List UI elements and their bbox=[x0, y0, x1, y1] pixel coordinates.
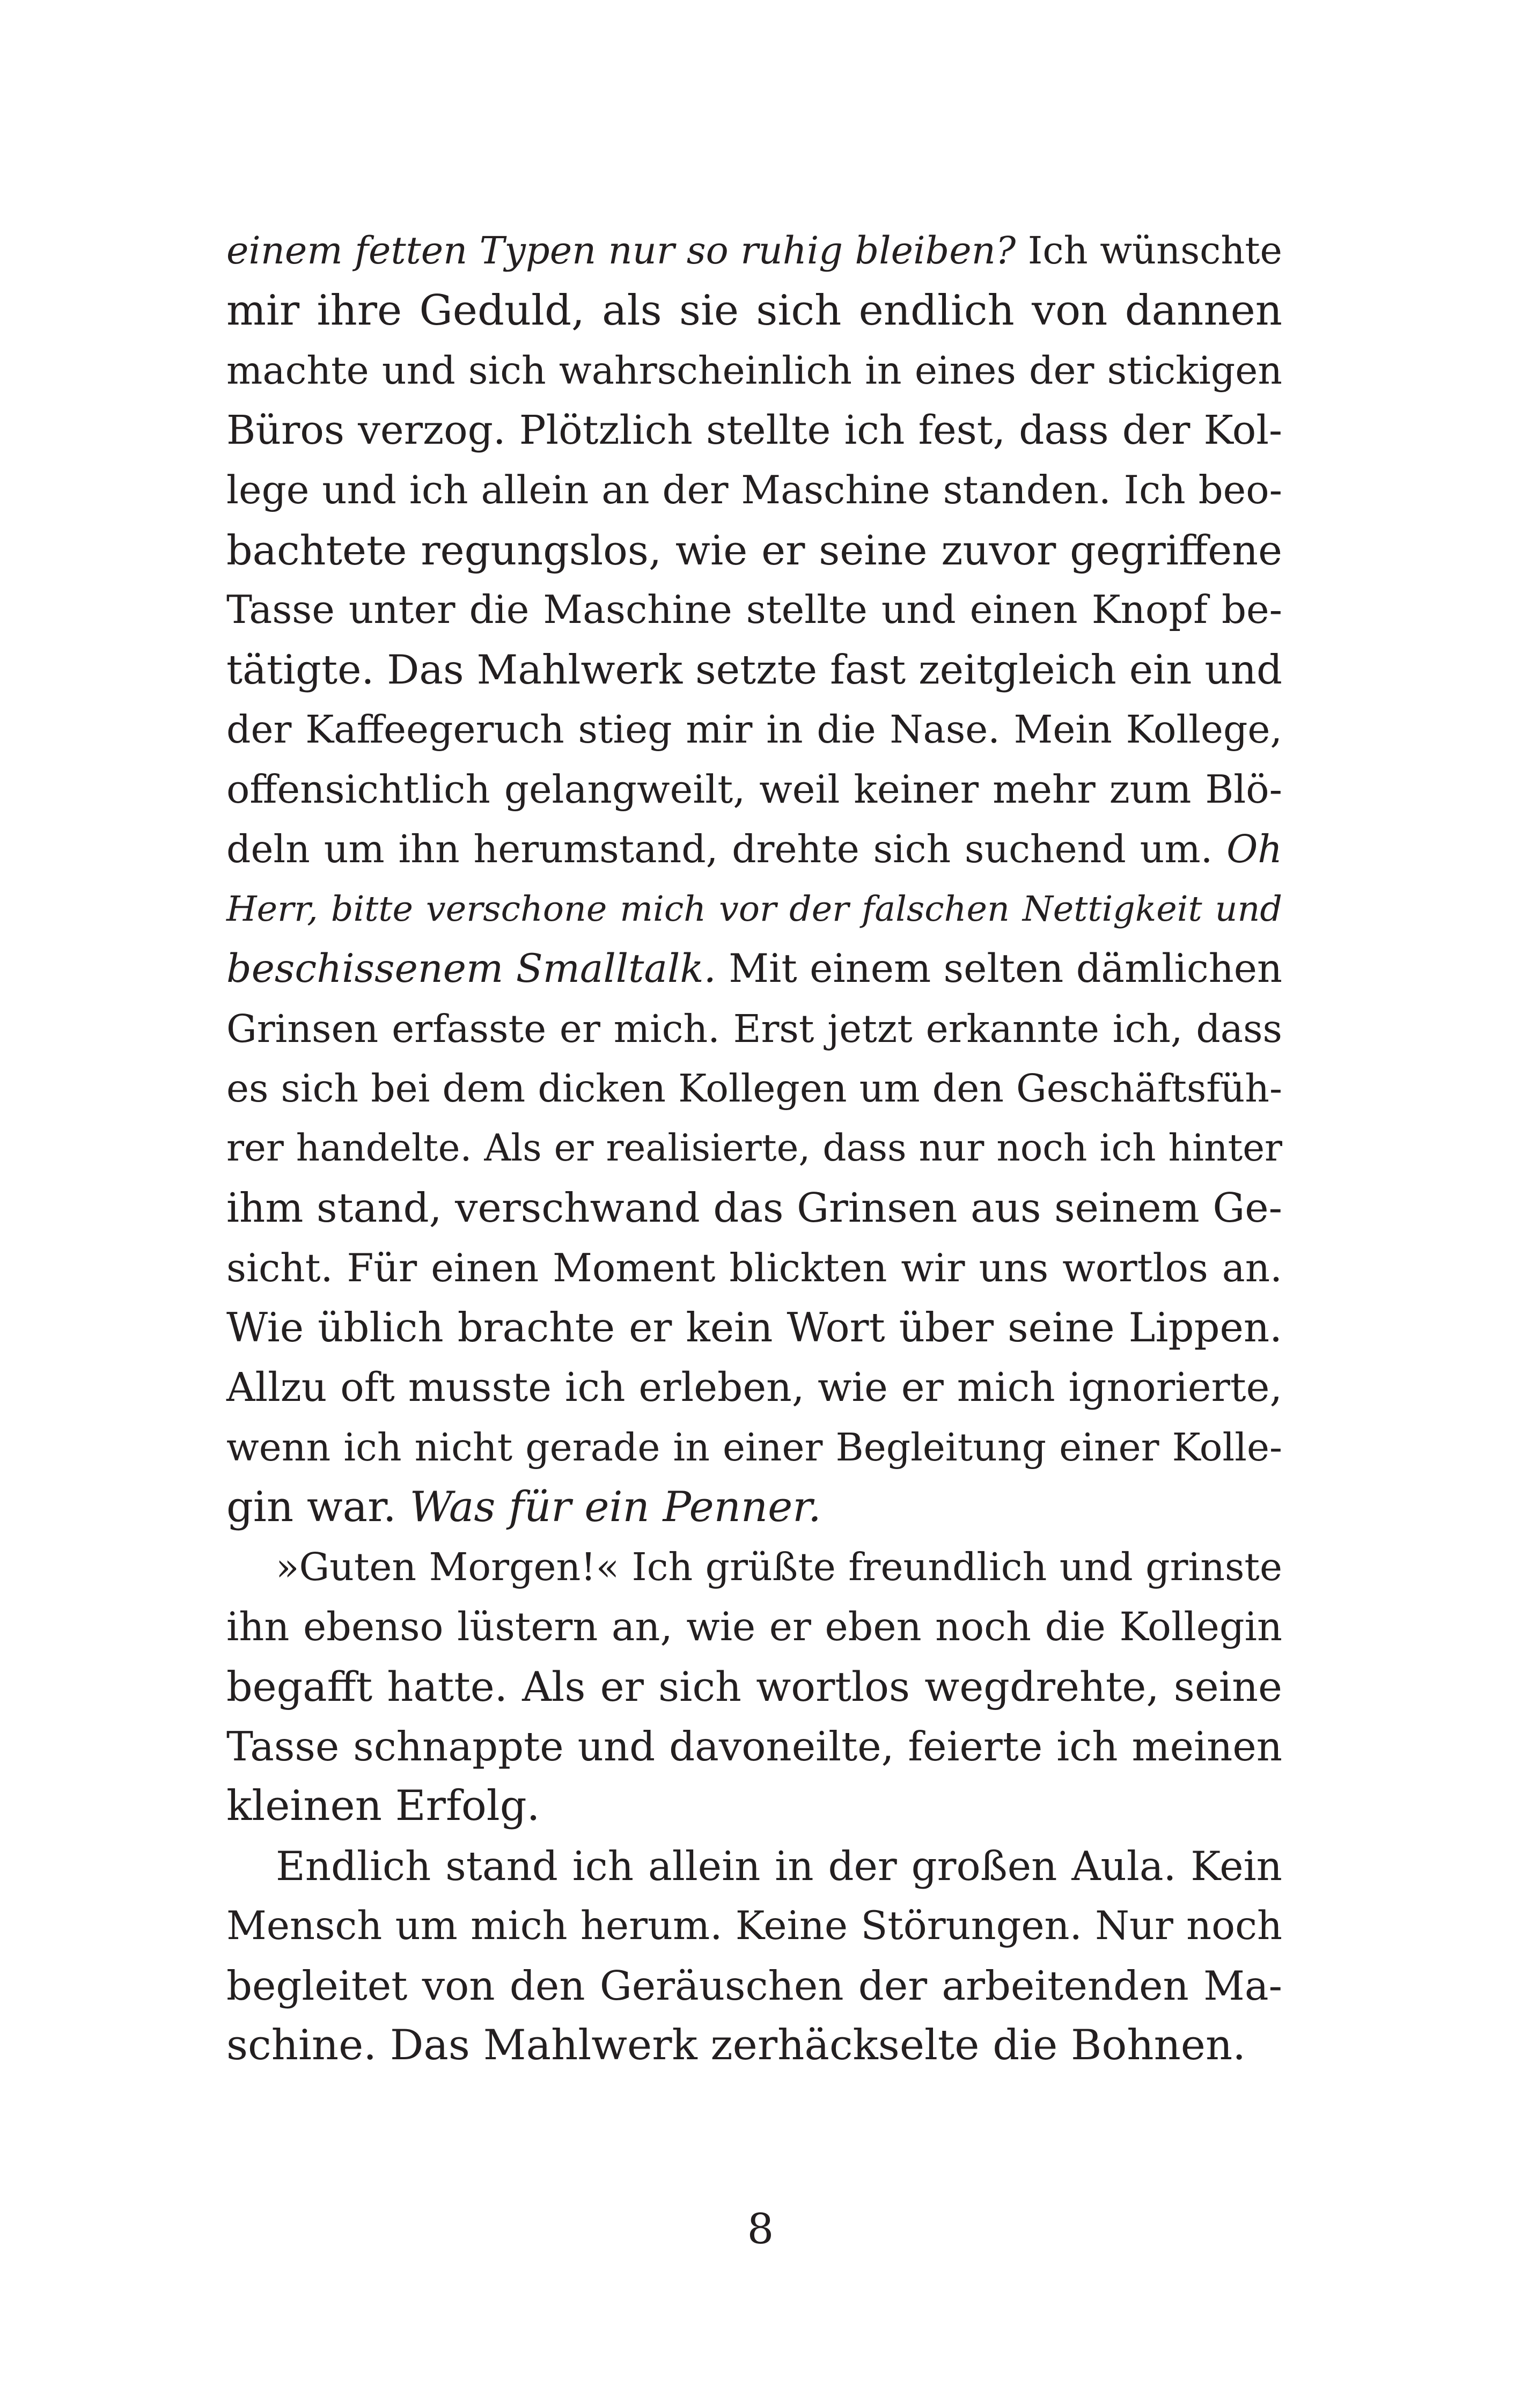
text-segment: sicht. Für einen Moment blickten wir uns wortlos an. bbox=[226, 1245, 1282, 1290]
italic-text: einem fetten Typen nur so ruhig bleiben? bbox=[226, 229, 1016, 273]
text-segment: Tasse unter die Maschine stellte und einen Knopf be- bbox=[226, 587, 1282, 632]
text-segment: begleitet von den Geräuschen der arbeitenden Ma- bbox=[226, 1962, 1282, 2009]
text-segment: Mensch um mich herum. Keine Störungen. Nur noch bbox=[226, 1903, 1283, 1949]
text-line bbox=[226, 1896, 1282, 1956]
text-segment: lege und ich allein an der Maschine standen. Ich beo- bbox=[226, 467, 1282, 512]
text-segment: Allzu oft musste ich erleben, wie er mich ignorierte, bbox=[226, 1364, 1282, 1411]
text-segment: Wie üblich brachte er kein Wort über seine Lippen. bbox=[226, 1304, 1283, 1351]
text-line bbox=[226, 999, 1282, 1059]
text-line bbox=[226, 1478, 1282, 1538]
text-line bbox=[226, 640, 1282, 700]
text-line bbox=[226, 1238, 1282, 1298]
text-segment: gin war. bbox=[226, 1482, 410, 1531]
text-segment: tätigte. Das Mahlwerk setzte fast zeitgleich ein und bbox=[226, 645, 1282, 693]
text-line bbox=[226, 2016, 1282, 2076]
text-segment: es sich bei dem dicken Kollegen um den Geschäftsfüh- bbox=[226, 1066, 1283, 1111]
text-line bbox=[226, 1298, 1282, 1358]
text-segment: wenn ich nicht gerade in einer Begleitung einer Kolle- bbox=[226, 1425, 1282, 1470]
text-line bbox=[226, 1178, 1282, 1238]
page-number: 8 bbox=[747, 2205, 774, 2253]
text-segment: Grinsen erfasste er mich. Erst jetzt erkannte ich, dass bbox=[226, 1006, 1282, 1051]
text-line bbox=[226, 1537, 1282, 1597]
text-line bbox=[226, 281, 1282, 341]
text-line bbox=[226, 1059, 1282, 1119]
paragraph bbox=[226, 1537, 1282, 1837]
text-line bbox=[226, 221, 1282, 281]
text-line bbox=[226, 341, 1282, 401]
italic-text: beschissenem Smalltalk. bbox=[226, 946, 716, 992]
text-segment: Büros verzog. Plötzlich stellte ich fest, dass der Kol- bbox=[226, 407, 1283, 453]
italic-text: Oh bbox=[1226, 827, 1283, 871]
text-line bbox=[226, 819, 1282, 879]
text-line bbox=[226, 879, 1282, 939]
text-line bbox=[226, 1776, 1282, 1837]
text-segment: schine. Das Mahlwerk zerhäckselte die Bohnen. bbox=[226, 2021, 1246, 2069]
text-segment: machte und sich wahrscheinlich in eines der stickigen bbox=[226, 348, 1283, 393]
text-segment: ihm stand, verschwand das Grinsen aus seinem Ge- bbox=[226, 1184, 1282, 1231]
text-segment: begafft hatte. Als er sich wortlos wegdrehte, seine bbox=[226, 1663, 1283, 1710]
text-line bbox=[226, 1956, 1282, 2016]
text-line bbox=[226, 1837, 1282, 1897]
text-line bbox=[226, 1657, 1282, 1717]
italic-text: Was für ein Penner. bbox=[409, 1482, 821, 1531]
text-line bbox=[226, 1358, 1282, 1418]
text-line bbox=[226, 1597, 1282, 1657]
text-segment: kleinen Erfolg. bbox=[226, 1782, 540, 1830]
text-line bbox=[226, 700, 1282, 760]
paragraph bbox=[226, 221, 1282, 1537]
text-line bbox=[226, 1418, 1282, 1478]
text-line bbox=[226, 939, 1282, 999]
text-line bbox=[226, 520, 1282, 581]
text-segment: ihn ebenso lüstern an, wie er eben noch die Kollegin bbox=[226, 1604, 1282, 1650]
paragraph bbox=[226, 1837, 1282, 2076]
page-body bbox=[226, 221, 1282, 2076]
italic-text: Herr, bitte verschone mich vor der falschen Nettigkeit und bbox=[226, 889, 1282, 929]
text-segment: Ich wünschte bbox=[1016, 229, 1282, 273]
text-segment: rer handelte. Als er realisierte, dass nur noch ich hinter bbox=[226, 1126, 1283, 1170]
text-segment: deln um ihn herumstand, drehte sich suchend um. bbox=[226, 827, 1227, 871]
text-line bbox=[226, 460, 1282, 520]
text-segment: »Guten Morgen!« Ich grüßte freundlich und grinste bbox=[276, 1545, 1282, 1589]
text-segment: Mit einem selten dämlichen bbox=[716, 946, 1282, 992]
text-segment: mir ihre Geduld, als sie sich endlich von dannen bbox=[226, 286, 1283, 335]
text-line bbox=[226, 1119, 1282, 1179]
text-line bbox=[226, 1717, 1282, 1777]
text-line bbox=[226, 580, 1282, 640]
text-segment: Tasse schnappte und davoneilte, feierte ich meinen bbox=[226, 1722, 1283, 1770]
text-segment: der Kaffeegeruch stieg mir in die Nase. Mein Kollege, bbox=[226, 707, 1282, 752]
text-segment: bachtete regungslos, wie er seine zuvor gegriffene bbox=[226, 526, 1282, 574]
text-segment: offensichtlich gelangweilt, weil keiner mehr zum Blö- bbox=[226, 766, 1282, 812]
text-segment: Endlich stand ich allein in der großen Aula. Kein bbox=[276, 1842, 1282, 1890]
text-line bbox=[226, 760, 1282, 820]
text-line bbox=[226, 401, 1282, 461]
